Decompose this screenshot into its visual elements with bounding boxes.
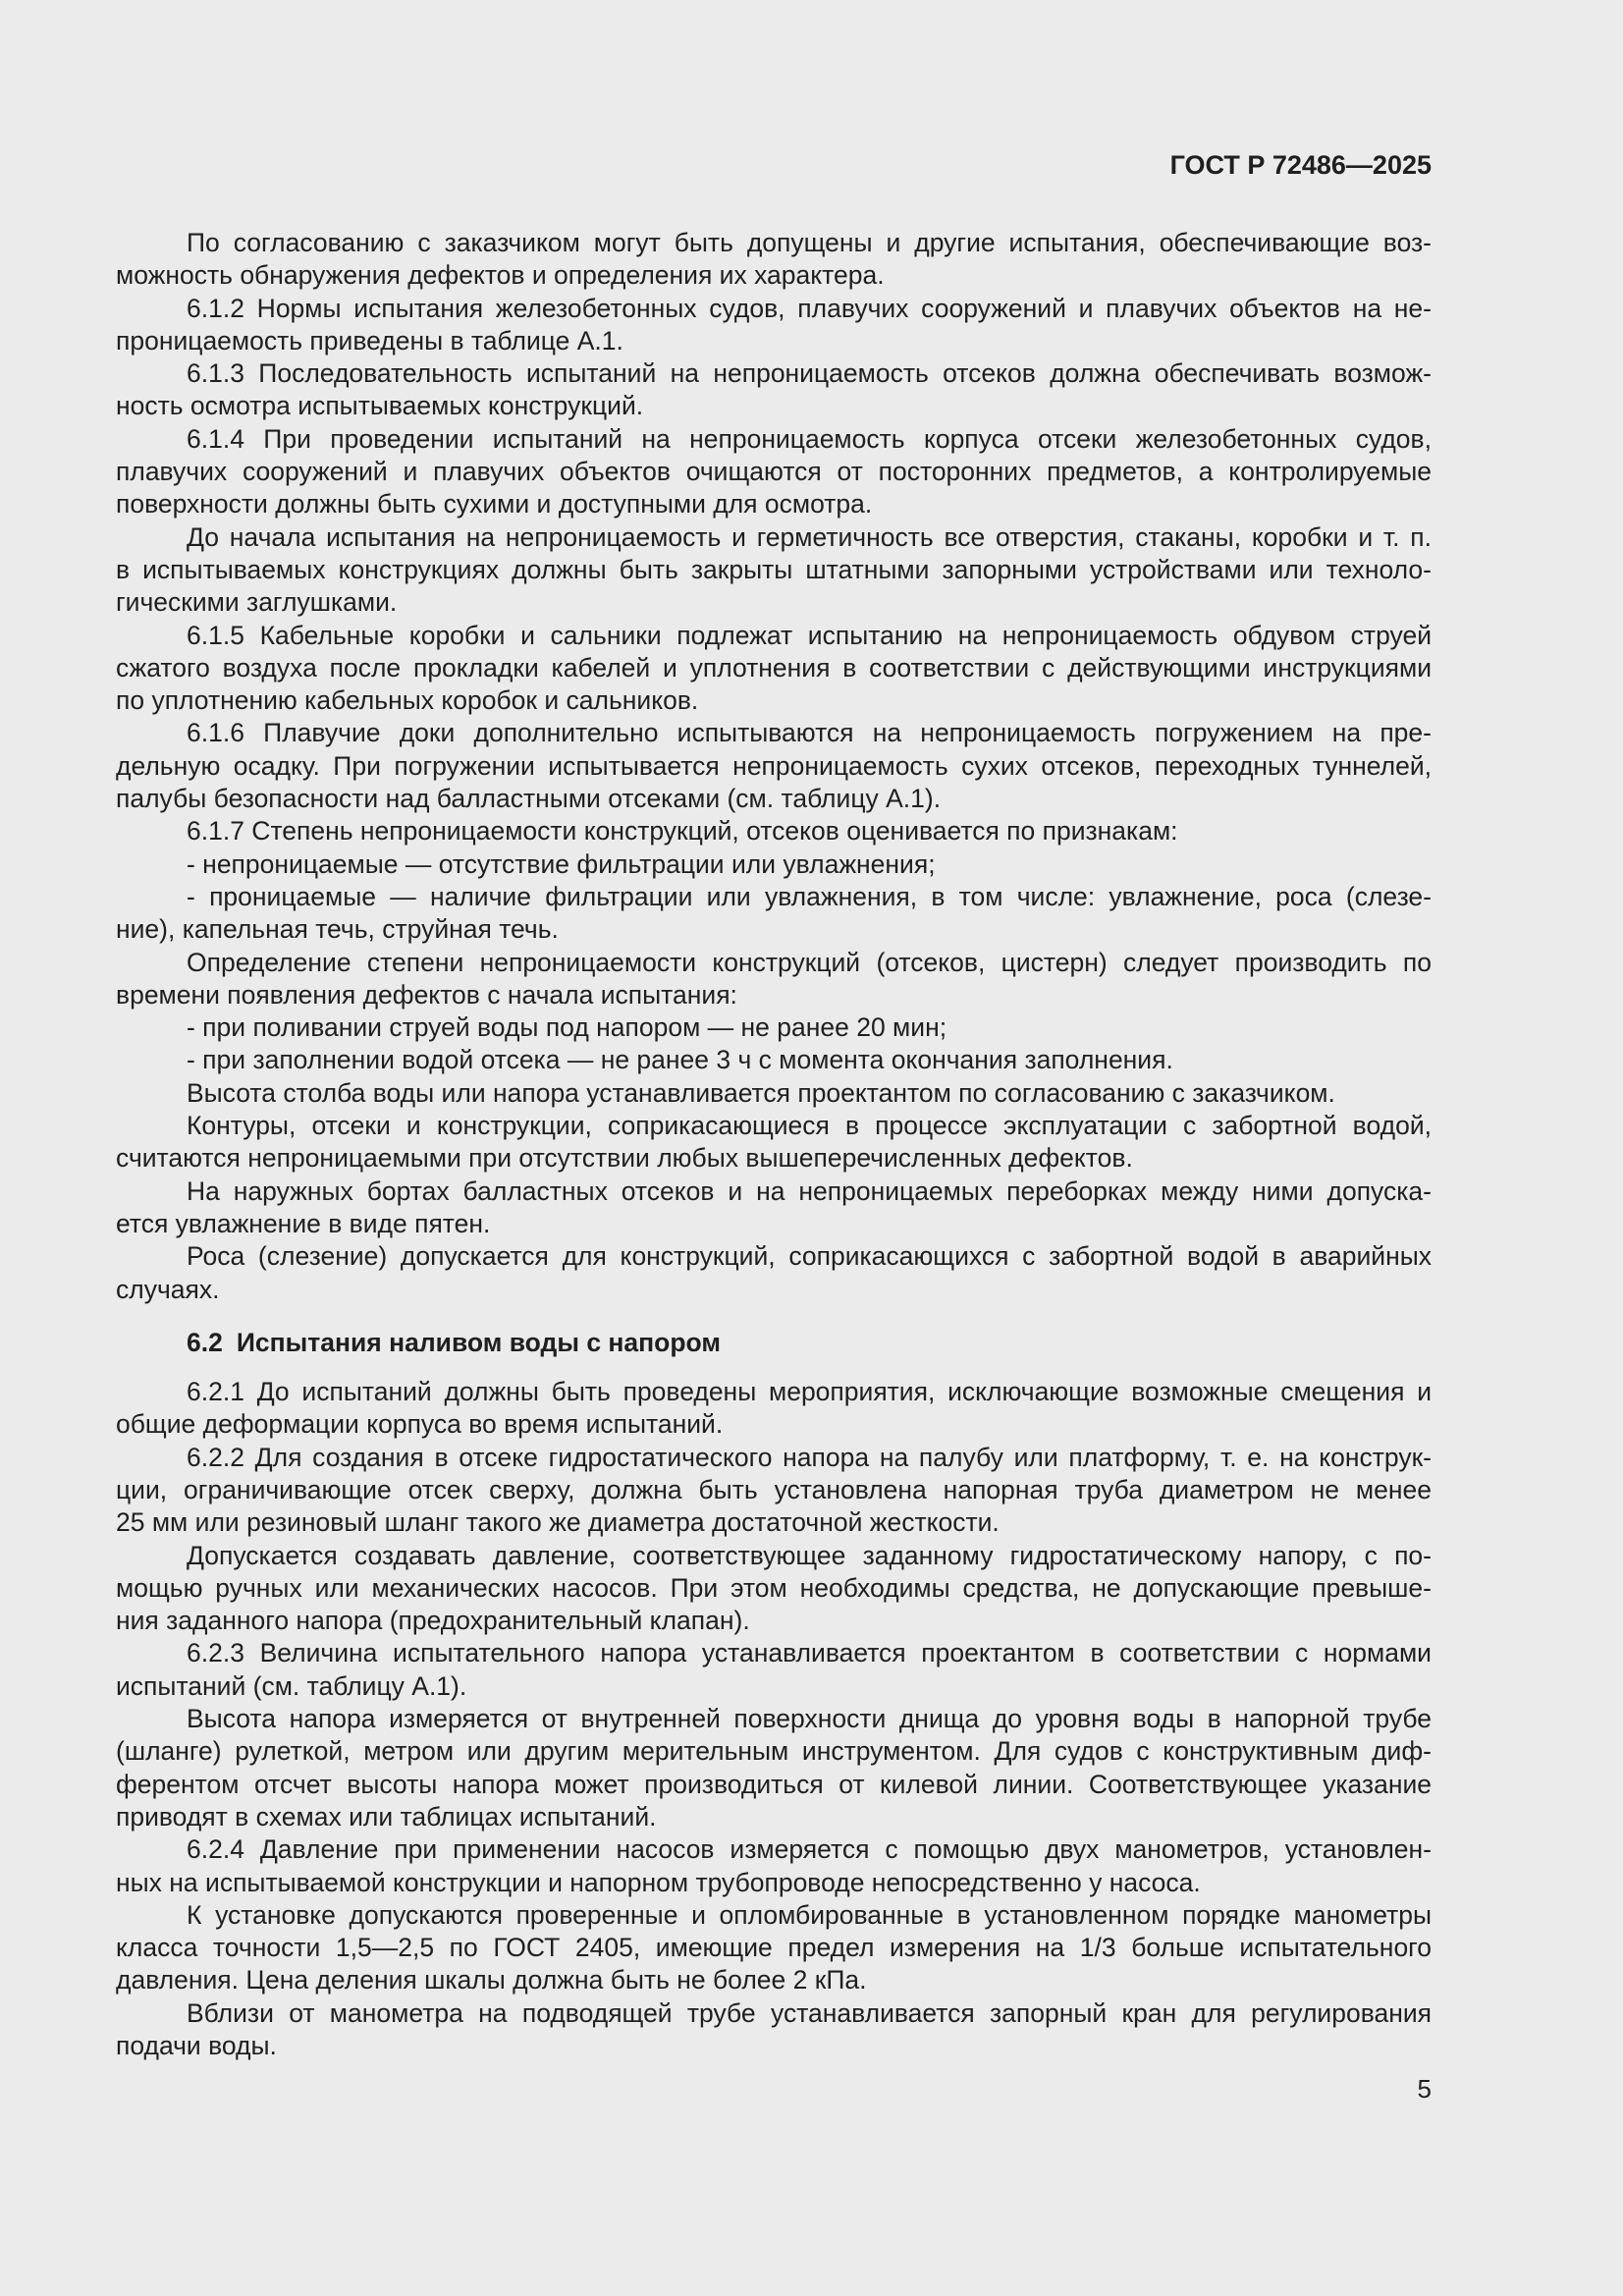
text-line: 6.1.4 При проведении испытаний на непроницаемость корпуса отсеки железобетонных судов, [187,423,1432,454]
text-line: Высота напора измеряется от внутренней поверхности днища до уровня воды в напорной трубе [187,1704,1432,1734]
section-6-2 [116,1327,1432,2063]
page-number: 5 [1417,2074,1432,2104]
document-code: ГОСТ Р 72486—2025 [1169,150,1432,180]
paragraph [116,423,1432,521]
text-line: Допускается создавать давление, соответствующее заданному гидростатическому напору, с по- [187,1540,1432,1570]
paragraph [116,1175,1432,1241]
text-line: По согласованию с заказчиком могут быть допущены и другие испытания, обеспечивающие воз- [187,228,1432,257]
text-line: К установке допускаются проверенные и опломбированные в установленном порядке манометры [187,1899,1432,1930]
text-line: Роса (слезение) допускается для конструкций, соприкасающихся с забортной водой в аварийных [187,1241,1432,1272]
text-line: давления. Цена деления шкалы должна быть не более 2 кПа. [116,1965,867,1995]
paragraph [116,1376,1432,1442]
paragraph [116,1540,1432,1638]
text-line: сжатого воздуха после прокладки кабелей и уплотнения в соответствии с действующими инструкциями [116,652,1432,683]
paragraph [116,1110,1432,1175]
text-line: 25 мм или резиновый шланг такого же диаметра достаточной жесткости. [116,1507,1000,1538]
text-line: 6.1.3 Последовательность испытаний на непроницаемость отсеков должна обеспечивать возмож- [187,358,1432,389]
text-line: 6.1.6 Плавучие доки дополнительно испытываются на непроницаемость погружением на пре- [187,718,1432,748]
text-line: проницаемость приведены в таблице А.1. [116,325,623,355]
text-line: 6.1.5 Кабельные коробки и сальники подлежат испытанию на непроницаемость обдувом струей [187,620,1432,650]
text-line: ферентом отсчет высоты напора может производиться от килевой линии. Соответствующее указание [116,1769,1432,1799]
paragraph [116,848,1432,881]
paragraph [116,1703,1432,1833]
text-line: поверхности должны быть сухими и доступными для осмотра. [116,489,873,519]
paragraph [116,1637,1432,1703]
text-line: 6.1.2 Нормы испытания железобетонных судов, плавучих сооружений и плавучих объектов на не- [187,293,1432,323]
paragraph [116,881,1432,947]
page-body [116,227,1432,2062]
text-line: класса точности 1,5—2,5 по ГОСТ 2405, имеющие предел измерения на 1/3 больше испытательного [116,1933,1432,1963]
text-line: можность обнаружения дефектов и определения их характера. [116,260,885,291]
paragraph [116,1997,1432,2063]
text-line: общие деформации корпуса во время испытаний. [116,1409,724,1440]
text-line: ния заданного напора (предохранительный клапан). [116,1606,750,1636]
paragraph [116,947,1432,1012]
text-line: в испытываемых конструкциях должны быть закрыты штатными запорными устройствами или техноло- [116,554,1432,584]
text-line: Высота столба воды или напора устанавливается проектантом по согласованию с заказчиком. [187,1077,1335,1108]
paragraph [116,1044,1432,1076]
text-line: ется увлажнение в виде пятен. [116,1208,491,1238]
text-line: - проницаемые — наличие фильтрации или увлажнения, в том числе: увлажнение, роса (слезе- [187,881,1432,911]
paragraph [116,521,1432,620]
section-heading [116,1327,1432,1359]
text-line: времени появления дефектов с начала испытания: [116,979,737,1010]
text-line: палубы безопасности над балластными отсеками (см. таблицу А.1). [116,784,942,814]
text-line: - при поливании струей воды под напором — не ранее 20 мин; [187,1012,947,1043]
text-line: дельную осадку. При погружении испытывается непроницаемость сухих отсеков, переходных туннелей, [116,750,1432,781]
text-line: Вблизи от манометра на подводящей трубе устанавливается запорный кран для регулирования [187,1997,1432,2028]
text-line: плавучих сооружений и плавучих объектов очищаются от посторонних предметов, а контролируемые [116,457,1432,487]
text-line: ность осмотра испытываемых конструкций. [116,391,644,421]
text-line: До начала испытания на непроницаемость и герметичность все отверстия, стаканы, коробки и т. п. [187,521,1432,552]
paragraph [116,227,1432,293]
text-line: по уплотнению кабельных коробок и сальников. [116,685,699,716]
text-line: мощью ручных или механических насосов. При этом необходимы средства, не допускающие превыше- [116,1572,1432,1603]
text-line: На наружных бортах балластных отсеков и на непроницаемых переборках между ними допуска- [187,1175,1432,1206]
section-heading-number: 6.2 [187,1327,223,1357]
section-6-1 [116,227,1432,1306]
paragraph [116,293,1432,358]
text-line: ние), капельная течь, струйная течь. [116,914,559,945]
text-line: 6.1.7 Степень непроницаемости конструкций, отсеков оценивается по признакам: [187,816,1178,847]
text-line: считаются непроницаемыми при отсутствии любых вышеперечисленных дефектов. [116,1143,1133,1174]
paragraph [116,620,1432,718]
text-line: случаях. [116,1274,220,1304]
paragraph [116,1240,1432,1306]
paragraph [116,815,1432,847]
text-line: испытаний (см. таблицу А.1). [116,1670,467,1701]
text-line: ции, ограничивающие отсек сверху, должна быть установлена напорная труба диаметром не менее [116,1474,1432,1504]
text-line: Контуры, отсеки и конструкции, соприкасающиеся в процессе эксплуатации с забортной водой, [187,1111,1432,1141]
text-line: подачи воды. [116,2031,277,2061]
paragraph [116,357,1432,423]
text-line: 6.2.2 Для создания в отсеке гидростатического напора на палубу или платформу, т. е. на конструк- [187,1442,1432,1472]
paragraph [116,717,1432,815]
paragraph [116,1833,1432,1899]
text-line: (шланге) рулеткой, метром или другим мерительным инструментом. Для судов с конструктивным диф- [116,1736,1432,1767]
text-line: - при заполнении водой отсека — не ранее 3 ч с момента окончания заполнения. [187,1045,1173,1075]
text-line: 6.2.3 Величина испытательного напора устанавливается проектантом в соответствии с нормами [187,1638,1432,1668]
paragraph [116,1899,1432,1997]
text-line: Определение степени непроницаемости конструкций (отсеков, цистерн) следует производить по [187,947,1432,977]
paragraph [116,1011,1432,1044]
text-line: 6.2.1 До испытаний должны быть проведены мероприятия, исключающие возможные смещения и [187,1377,1432,1407]
paragraph [116,1442,1432,1540]
section-heading-title: Испытания наливом воды с напором [236,1327,721,1357]
text-line: гическими заглушками. [116,587,398,618]
text-line: 6.2.4 Давление при применении насосов измеряется с помощью двух манометров, установлен- [187,1834,1432,1865]
text-line: ных на испытываемой конструкции и напорном трубопроводе непосредственно у насоса. [116,1867,1201,1897]
text-line: приводят в схемах или таблицах испытаний. [116,1801,657,1831]
text-line: - непроницаемые — отсутствие фильтрации или увлажнения; [187,848,936,879]
paragraph [116,1077,1432,1110]
